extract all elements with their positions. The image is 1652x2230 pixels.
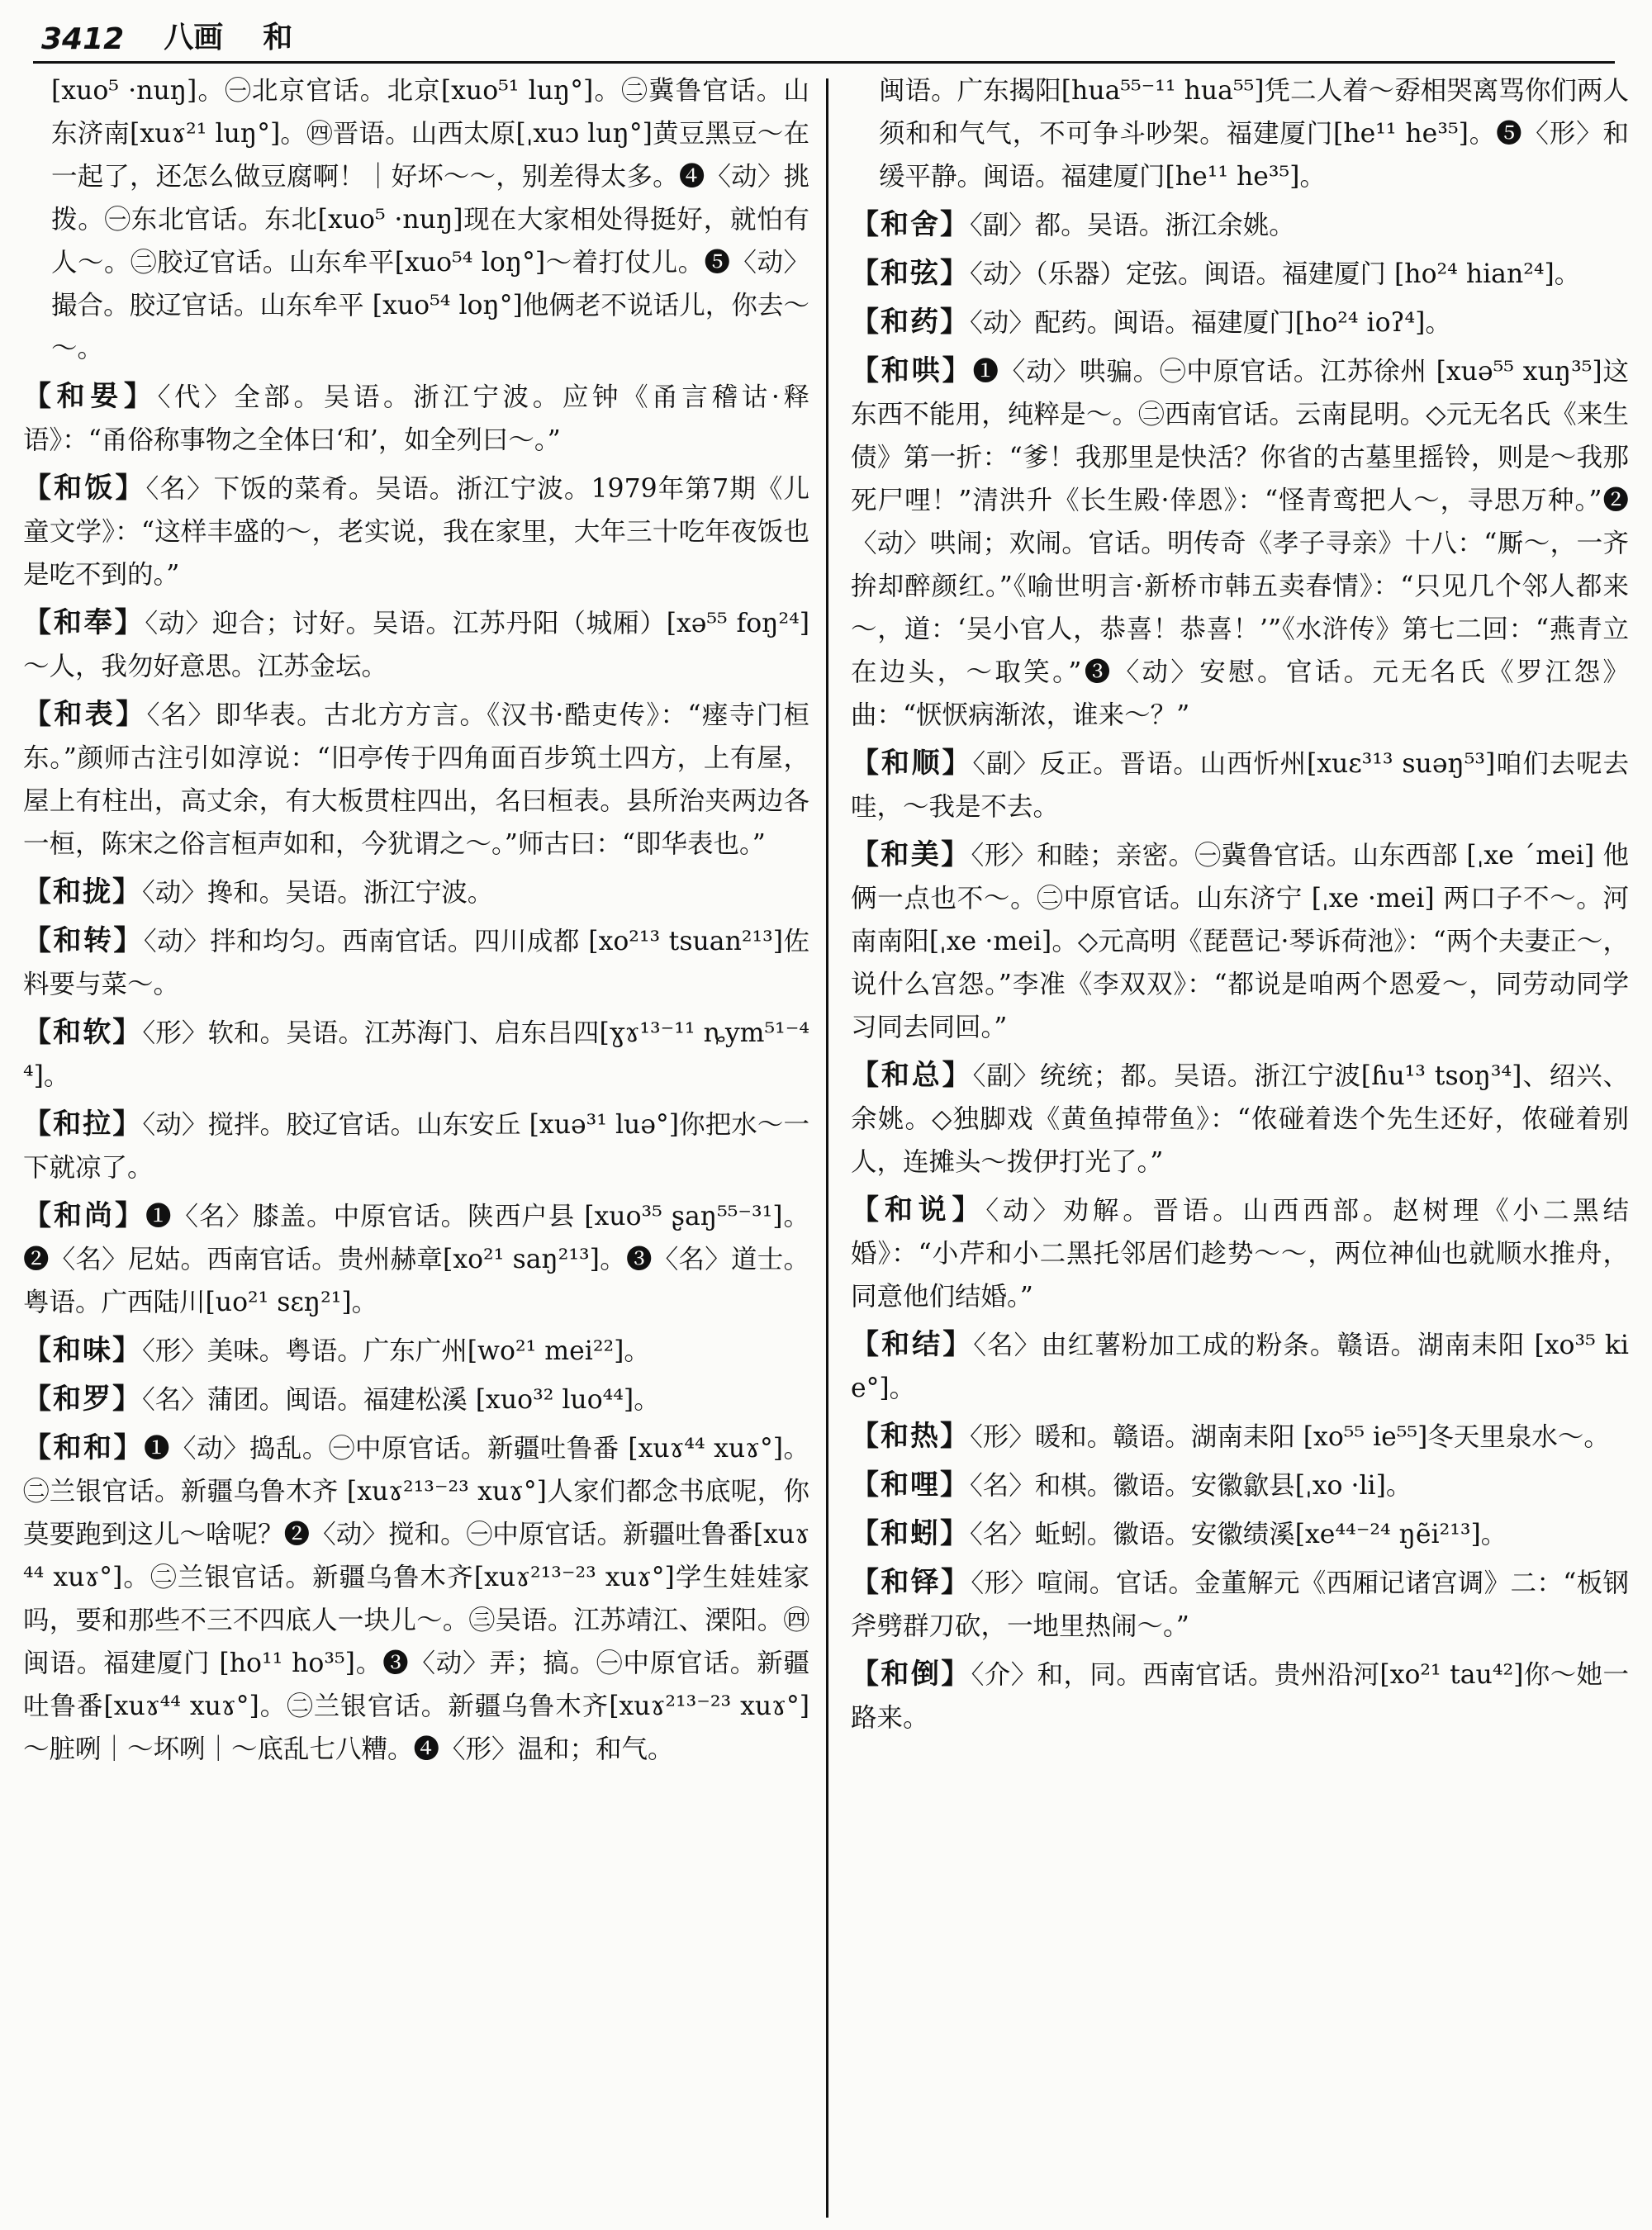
entry-headword: 【和美】 — [851, 838, 971, 871]
entry-headword: 【和顺】 — [851, 747, 973, 780]
entry-definition: 〈动〉（乐器）定弦。闽语。福建厦门 [ho²⁴ hian²⁴]。 — [970, 259, 1581, 289]
dictionary-entry — [851, 1653, 1629, 1739]
dictionary-entry — [851, 1415, 1629, 1459]
entry-headword: 【和说】 — [851, 1193, 986, 1226]
dictionary-entry — [23, 1194, 809, 1324]
entry-headword: 【和罗】 — [23, 1383, 142, 1416]
entry-definition: 〈动〉迎合；讨好。吴语。江苏丹阳（城厢）[xə⁵⁵ foŋ²⁴]～人，我勿好意思。江苏金坛。 — [23, 609, 809, 681]
entry-definition: 〈副〉都。吴语。浙江余姚。 — [970, 211, 1295, 240]
entry-headword: 【和药】 — [851, 306, 970, 339]
section-label: 八画 — [164, 20, 224, 55]
dictionary-entry — [23, 1011, 809, 1098]
dictionary-entry — [851, 1561, 1629, 1648]
dictionary-entry — [23, 601, 809, 688]
dictionary-entry — [851, 1189, 1629, 1318]
entry-definition: ❶〈动〉哄骗。㊀中原官话。江苏徐州 [xuə⁵⁵ xuŋ³⁵]这东西不能用，纯粹是～。㊁西南官话。云南昆明。◇元无名氏《来生债》第一折：“爹！我那里是快活？你省的古墓里摇铃，则是～我那死尸哩！”清洪升《长生殿·倖恩》：“怪青鸾把人～，寻思万种。”❷〈动〉哄闹；欢闹。官话。明传奇《孝子寻亲》十八：“厮～，一齐拚却醉颜红。”《喻世明言·新桥市韩五卖春情》：“只见几个邻人都来～，道：‘吴小官人，恭喜！恭喜！’”《水浒传》第七二回：“燕青立在边头，～取笑。”❸〈动〉安慰。官话。元无名氏《罗江怨》曲：“恹恹病渐浓，谁来～？” — [851, 357, 1629, 730]
entry-definition: 〈副〉统统；都。吴语。浙江宁波[ɦu¹³ tsoŋ³⁴]、绍兴、余姚。◇独脚戏《黄鱼掉带鱼》：“侬碰着迭个先生还好，侬碰着别人，连摊头～拨伊打光了。” — [851, 1061, 1629, 1177]
entry-headword: 【和哄】 — [851, 354, 973, 387]
entry-definition: 〈形〉喧闹。官话。金董解元《西厢记诸宫调》二：“板钢斧劈群刀砍，一地里热闹～。” — [851, 1568, 1629, 1641]
entry-definition: 〈动〉搅拌。胶辽官话。山东安丘 [xuə³¹ luə°]你把水～一下就凉了。 — [23, 1110, 809, 1183]
entry-definition: 〈动〉配药。闽语。福建厦门[ho²⁴ ioʔ⁴]。 — [970, 308, 1451, 338]
column-divider — [826, 78, 828, 2218]
entry-definition: 〈介〉和，同。西南官话。贵州沿河[xo²¹ tau⁴²]你～她一路来。 — [851, 1660, 1629, 1733]
dictionary-entry — [23, 1378, 809, 1421]
entry-headword: 【和软】 — [23, 1016, 143, 1049]
dictionary-entry — [851, 1512, 1629, 1556]
entry-definition: 〈代〉全部。吴语。浙江宁波。应钟《甬言稽诂·释语》：“甬俗称事物之全体曰‘和’，如全列曰～。” — [23, 382, 809, 455]
entry-continuation — [23, 69, 809, 370]
entry-headword: 【和㚻】 — [23, 380, 158, 413]
entry-definition: 〈名〉蒲团。闽语。福建松溪 [xuo³² luo⁴⁴]。 — [142, 1385, 660, 1415]
entry-headword: 【和奉】 — [23, 606, 145, 639]
entry-definition: 闽语。广东揭阳[hua⁵⁵⁻¹¹ hua⁵⁵]凭二人着～孬相哭离骂你们两人须和和气气，不可争斗吵架。福建厦门[he¹¹ he³⁵]。❺〈形〉和缓平静。闽语。福建厦门[he¹¹ he³⁵]。 — [879, 76, 1629, 192]
left-column — [23, 69, 809, 2217]
page-header — [41, 7, 1611, 56]
dictionary-entry — [851, 1464, 1629, 1507]
entry-definition: 〈名〉下饭的菜肴。吴语。浙江宁波。1979年第7期《儿童文学》：“这样丰盛的～，老实说，我在家里，大年三十吃年夜饭也是吃不到的。” — [23, 474, 809, 590]
entry-definition: 〈形〉软和。吴语。江苏海门、启东吕四[ɣɤ¹³⁻¹¹ ȵym⁵¹⁻⁴⁴]。 — [23, 1018, 809, 1091]
entry-headword: 【和拉】 — [23, 1108, 143, 1141]
dictionary-entry — [851, 1323, 1629, 1410]
entry-headword: 【和和】 — [23, 1431, 144, 1464]
section-character: 和 — [263, 20, 293, 55]
entry-definition: 〈名〉由红薯粉加工成的粉条。赣语。湖南耒阳 [xo³⁵ kie°]。 — [851, 1331, 1629, 1403]
entry-headword: 【和饭】 — [23, 472, 146, 505]
dictionary-entry — [851, 203, 1629, 247]
right-column — [851, 69, 1629, 2217]
entry-headword: 【和结】 — [851, 1328, 974, 1361]
entry-headword: 【和倒】 — [851, 1658, 971, 1691]
entry-definition: 〈形〉暖和。赣语。湖南耒阳 [xo⁵⁵ ie⁵⁵]冬天里泉水～。 — [970, 1422, 1610, 1452]
dictionary-entry — [851, 833, 1629, 1049]
dictionary-entry — [23, 919, 809, 1006]
entry-definition: [xuo⁵ ·nuŋ]。㊀北京官话。北京[xuo⁵¹ luŋ°]。㊁冀鲁官话。山东济南[xuɤ²¹ luŋ°]。㊃晋语。山西太原[ˌxuɔ luŋ°]黄豆黑豆～在一起了，还怎么做豆腐啊！｜好坏～～，别差得太多。❹〈动〉挑拨。㊀东北官话。东北[xuo⁵ ·nuŋ]现在大家相处得挺好，就怕有人～。㊁胶辽官话。山东牟平[xuo⁵⁴ loŋ°]～着打仗儿。❺〈动〉撮合。胶辽官话。山东牟平 [xuo⁵⁴ loŋ°]他俩老不说话儿，你去～～。 — [51, 76, 809, 363]
entry-definition: 〈动〉搀和。吴语。浙江宁波。 — [142, 878, 494, 908]
entry-definition: 〈形〉和睦；亲密。㊀冀鲁官话。山东西部 [ˌxe ˊmei] 他俩一点也不～。㊁中原官话。山东济宁 [ˌxe ·mei] 两口子不～。河南南阳[ˌxe ·mei]。◇元高明《琵琶记·琴诉荷池》：“两个夫妻正～，说什么宫怨。”李准《李双双》：“都说是咱两个恩爱～，同劳动同学习同去同回。” — [851, 841, 1629, 1042]
entry-definition: 〈名〉蚯蚓。徽语。安徽绩溪[xe⁴⁴⁻²⁴ ŋẽi²¹³]。 — [970, 1520, 1507, 1549]
dictionary-entry — [851, 252, 1629, 296]
entry-definition: 〈名〉即华表。古北方方言。《汉书·酷吏传》：“瘗寺门桓东。”颜师古注引如淳说：“旧亭传于四角面百步筑土四方，上有屋，屋上有柱出，高丈余，有大板贯柱四出，名曰桓表。县所治夹两边各一桓，陈宋之俗言桓声如和，今犹谓之～。”师古曰：“即华表也。” — [23, 700, 809, 859]
dictionary-entry — [23, 1329, 809, 1373]
dictionary-entry — [23, 693, 809, 866]
entry-definition: ❶〈动〉捣乱。㊀中原官话。新疆吐鲁番 [xuɤ⁴⁴ xuɤ°]。㊁兰银官话。新疆乌鲁木齐 [xuɤ²¹³⁻²³ xuɤ°]人家们都念书底呢，你莫要跑到这儿～啥呢？❷〈动〉搅和。㊀中原官话。新疆吐鲁番[xuɤ⁴⁴ xuɤ°]。㊁兰银官话。新疆乌鲁木齐[xuɤ²¹³⁻²³ xuɤ°]学生娃娃家吗，要和那些不三不四底人一块儿～。㊂吴语。江苏靖江、溧阳。㊃闽语。福建厦门 [ho¹¹ ho³⁵]。❸〈动〉弄；搞。㊀中原官话。新疆吐鲁番[xuɤ⁴⁴ xuɤ°]。㊁兰银官话。新疆乌鲁木齐[xuɤ²¹³⁻²³ xuɤ°]～脏咧｜～坏咧｜～底乱七八糟。❹〈形〉温和；和气。 — [23, 1434, 809, 1764]
entry-definition: 〈副〉反正。晋语。山西忻州[xuɛ³¹³ suəŋ⁵³]咱们去呢去哇，～我是不去。 — [851, 749, 1629, 822]
dictionary-entry — [851, 301, 1629, 344]
entry-headword: 【和热】 — [851, 1420, 970, 1453]
dictionary-entry — [23, 1426, 809, 1771]
entry-definition: 〈动〉拌和均匀。西南官话。四川成都 [xo²¹³ tsuan²¹³]佐料要与菜～。 — [23, 927, 809, 999]
entry-definition: 〈名〉和棋。徽语。安徽歙县[ˌxo ·li]。 — [970, 1471, 1412, 1501]
entry-headword: 【和弦】 — [851, 257, 970, 290]
entry-definition: ❶〈名〉膝盖。中原官话。陕西户县 [xuo³⁵ ʂaŋ⁵⁵⁻³¹]。❷〈名〉尼姑。西南官话。贵州赫章[xo²¹ saŋ²¹³]。❸〈名〉道士。粤语。广西陆川[uo²¹ sɛŋ²¹]。 — [23, 1202, 809, 1317]
entry-headword: 【和总】 — [851, 1059, 973, 1092]
dictionary-entry — [23, 467, 809, 596]
dictionary-entry — [23, 871, 809, 914]
entry-definition: 〈动〉劝解。晋语。山西西部。赵树理《小二黑结婚》：“小芹和小二黑托邻居们趁势～～，两位神仙也就顺水推舟，同意他们结婚。” — [851, 1196, 1629, 1312]
entry-headword: 【和表】 — [23, 698, 147, 731]
page-number: 3412 — [41, 22, 125, 56]
entry-headword: 【和哩】 — [851, 1468, 970, 1502]
dictionary-entry — [851, 742, 1629, 828]
entry-headword: 【和尚】 — [23, 1199, 146, 1232]
dictionary-entry — [23, 1103, 809, 1189]
dictionary-entry — [851, 349, 1629, 737]
header-rule — [33, 61, 1615, 64]
entry-headword: 【和拢】 — [23, 875, 142, 909]
entry-headword: 【和转】 — [23, 924, 144, 957]
dictionary-entry — [23, 375, 809, 462]
entry-headword: 【和蚓】 — [851, 1517, 970, 1550]
entry-headword: 【和铎】 — [851, 1566, 971, 1599]
entry-headword: 【和味】 — [23, 1334, 142, 1367]
entry-definition: 〈形〉美味。粤语。广东广州[wo²¹ mei²²]。 — [142, 1336, 650, 1366]
entry-headword: 【和舍】 — [851, 208, 970, 241]
dictionary-entry — [851, 1054, 1629, 1184]
entry-continuation — [851, 69, 1629, 198]
